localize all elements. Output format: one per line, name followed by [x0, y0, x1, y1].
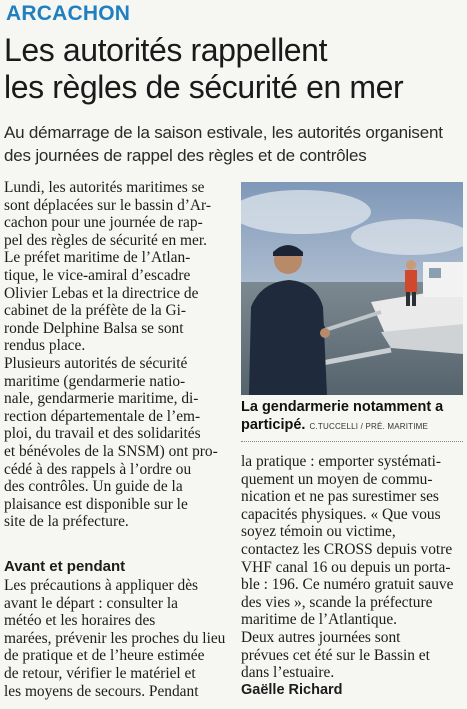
article-line: nale, gendarmerie maritime, di- [4, 390, 199, 408]
photo-caption [241, 398, 465, 436]
article-line: maritime (gendarmerie natio- [4, 372, 186, 390]
article-line: les moyens de secours. Pendant [4, 682, 199, 700]
article-line: capacités physiques. « Que vous [241, 505, 441, 523]
article-line: cachon pour une journée de rap- [4, 214, 203, 232]
article-line: Olivier Lebas et la directrice de [4, 284, 199, 302]
article-line: tique, le vice-amiral d’escadre [4, 266, 191, 284]
article-line: Deux autres journées sont [241, 628, 401, 646]
article-line: ploi, du travail et des solidarités [4, 425, 201, 443]
article-line: ble : 196. Ce numéro gratuit sauve [241, 576, 454, 594]
article-photo [241, 182, 463, 395]
article-line: avant le départ : consulter la [4, 594, 178, 612]
article-line: cabinet de la préfète de la Gi- [4, 302, 187, 320]
headline [4, 32, 464, 106]
photo-credit: C.TUCCELLI / PRÉ. MARITIME [309, 422, 429, 431]
article-line: sont déplacées sur le bassin d’Ar- [4, 196, 211, 214]
article-column-left [4, 179, 231, 531]
author-byline: Gaëlle Richard [241, 681, 343, 698]
article-line: nication et ne pas surestimer ses [241, 488, 439, 506]
photo-gendarmerie-boat-icon [241, 182, 463, 395]
divider [241, 441, 463, 442]
article-line: Lundi, les autorités maritimes se [4, 179, 205, 196]
article-line: ronde Delphine Balsa se sont [4, 319, 184, 337]
article-column-left-continued [4, 577, 231, 700]
caption-text: La gendarmerie notamment a participé. [241, 399, 444, 433]
article-line: rendus place. [4, 337, 86, 355]
article-line: la pratique : emporter systémati- [241, 453, 442, 470]
article-line: site de la préfecture. [4, 513, 129, 531]
lede-line: des journées de rappel des règles et de contrôles [4, 146, 367, 165]
subheading: Avant et pendant [4, 558, 126, 575]
headline-line: les règles de sécurité en mer [4, 69, 404, 105]
article-line: cédé à des rappels à l’ordre ou [4, 460, 192, 478]
lede [4, 121, 466, 167]
article-line: dans l’estuaire. [241, 664, 335, 682]
article-line: de pratique et de l’heure estimée [4, 647, 205, 665]
article-line: plaisance est disponible sur le [4, 495, 188, 513]
article-line: Les précautions à appliquer dès [4, 577, 199, 594]
article-line: Le préfet maritime de l’Atlan- [4, 249, 191, 267]
lede-line: Au démarrage de la saison estivale, les autorités organisent [4, 123, 443, 142]
article-line: Plusieurs autorités de sécurité [4, 354, 188, 372]
headline-line: Les autorités rappellent [4, 32, 328, 68]
article-line: prévues cet été sur le Bassin et [241, 646, 430, 664]
article-line: contactez les CROSS depuis votre [241, 540, 453, 558]
section-label: ARCACHON [6, 2, 131, 25]
article-line: soyez témoin ou victime, [241, 523, 396, 541]
article-line: rection départementale de l’em- [4, 407, 201, 425]
article-line: marées, prévenir les proches du lieu [4, 629, 226, 647]
article-line: météo et les horaires des [4, 612, 156, 630]
article-column-right [241, 453, 465, 699]
article-line: VHF canal 16 ou depuis un porta- [241, 558, 451, 576]
article-line: et bénévoles de la SNSM) ont pro- [4, 442, 218, 460]
article-line: des vies », scande la préfecture [241, 593, 433, 611]
article-line: de retour, vérifier le matériel et [4, 664, 196, 682]
article-line: maritime de l’Atlantique. [241, 611, 397, 629]
article-line: pel des règles de sécurité en mer. [4, 231, 207, 249]
article-line: quement un moyen de commu- [241, 470, 433, 488]
article-line: des contrôles. Un guide de la [4, 478, 183, 496]
